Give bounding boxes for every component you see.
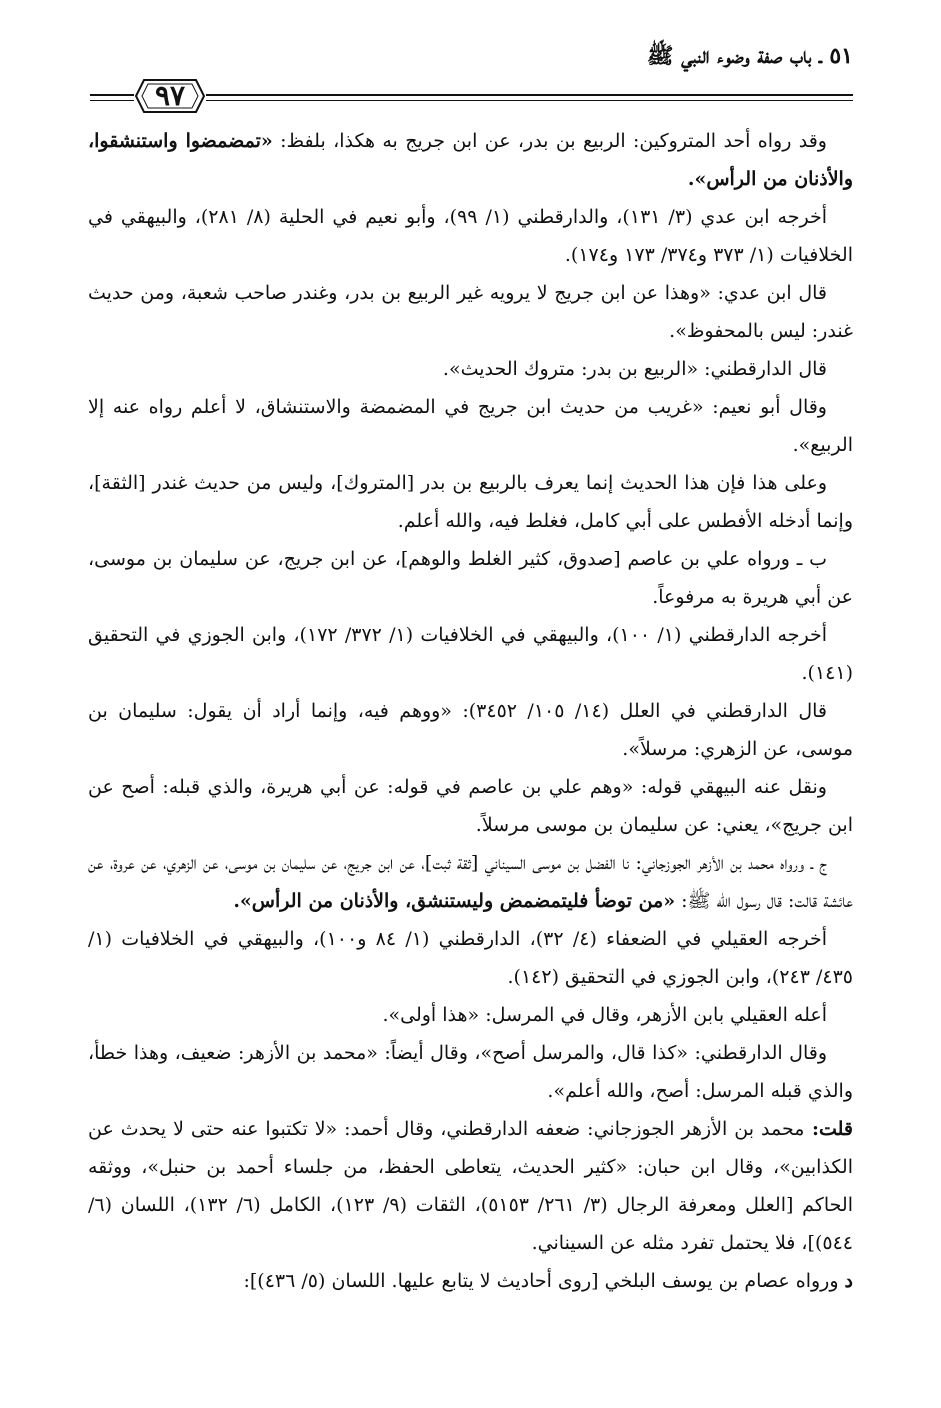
body-text — [88, 122, 853, 1300]
paragraph: ب ـ ورواه علي بن عاصم [صدوق، كثير الغلط والوهم]، عن ابن جريج، عن سليمان بن موسى، عن أبي هريرة به مرفوعاً. — [88, 548, 853, 608]
author-note-label: قلت: — [804, 1118, 853, 1140]
paragraph — [88, 844, 853, 920]
paragraph: وقال أبو نعيم: «غريب من حديث ابن جريج في المضمضة والاستنشاق، لا أعلم رواه عنه إلا الربيع». — [88, 396, 853, 456]
page-number-badge — [134, 76, 206, 116]
paragraph: قال الدارقطني في العلل (١٤/ ١٠٥/ ٣٤٥٢): «ووهم فيه، وإنما أراد أن يقول: سليمان بن موسى، عن الزهري: مرسلاً». — [88, 700, 853, 760]
paragraph-text: ج ـ ورواه محمد بن الأزهر الجوزجاني: نا الفضل بن موسى السيناني [ثقة ثبت]، عن ابن جريج، عن سليمان بن موسى، عن الزهري، عن عروة، عن عائشة قالت: قال رسول الله ﷺ: — [88, 852, 853, 912]
paragraph — [88, 1110, 853, 1262]
paragraph-text: محمد بن الأزهر الجوزجاني: ضعفه الدارقطني، وقال أحمد: «لا تكتبوا عنه حتى لا يحدث عن الكذابين»، وقال ابن حبان: «كثير الحديث، يتعاطى الحفظ، من جلساء أحمد بن حنبل»، ووثقه الحاكم [العلل ومعرفة الرجال (٣/ ٢٦١/ ٥١٥٣)، الثقات (٩/ ١٢٣)، الكامل (٦/ ١٣٢)، اللسان (٦/ ٥٤٤)]، فلا يحتمل تفرد مثله عن السيناني. — [88, 1118, 853, 1254]
list-marker-icon: د — [844, 1270, 853, 1292]
paragraph: وقال الدارقطني: «كذا قال، والمرسل أصح»، وقال أيضاً: «محمد بن الأزهر: ضعيف، وهذا خطأ، والذي قبله المرسل: أصح، والله أعلم». — [88, 1042, 853, 1102]
paragraph: أخرجه العقيلي في الضعفاء (٤/ ٣٢)، الدارقطني (١/ ٨٤ و١٠٠)، والبيهقي في الخلافيات (١/ ٤٣٥/ ٢٤٣)، وابن الجوزي في التحقيق (١٤٢). — [88, 928, 853, 988]
paragraph-text: وقد رواه أحد المتروكين: الربيع بن بدر، عن ابن جريج به هكذا، بلفظ: — [272, 130, 827, 152]
paragraph: أعله العقيلي بابن الأزهر، وقال في المرسل: «هذا أولى». — [382, 1004, 827, 1026]
paragraph: وعلى هذا فإن هذا الحديث إنما يعرف بالربيع بن بدر [المتروك]، وليس من حديث غندر [الثقة]، وإنما أدخله الأفطس على أبي كامل، فغلط فيه، والله أعلم. — [88, 472, 853, 532]
paragraph: قال ابن عدي: «وهذا عن ابن جريج لا يرويه غير الربيع بن بدر، وغندر صاحب شعبة، ومن حديث غندر: ليس بالمحفوظ». — [88, 282, 853, 342]
paragraph: أخرجه الدارقطني (١/ ١٠٠)، والبيهقي في الخلافيات (١/ ٣٧٢/ ١٧٢)، وابن الجوزي في التحقيق (١٤١). — [88, 624, 853, 684]
paragraph: أخرجه ابن عدي (٣/ ١٣١)، والدارقطني (١/ ٩٩)، وأبو نعيم في الحلية (٨/ ٢٨١)، والبيهقي في الخلافيات (١/ ٣٧٣ و٣٧٤/ ١٧٣ و١٧٤). — [88, 206, 853, 266]
paragraph: ونقل عنه البيهقي قوله: «وهم علي بن عاصم في قوله: عن أبي هريرة، والذي قبله: أصح عن ابن جريج»، يعني: عن سليمان بن موسى مرسلاً. — [88, 776, 853, 836]
page-header — [90, 38, 853, 112]
chapter-title: ٥١ ـ باب صفة وضوء النبي ﷺ — [646, 43, 853, 69]
paragraph: قال الدارقطني: «الربيع بن بدر: متروك الحديث». — [442, 358, 827, 380]
paragraph — [88, 1262, 853, 1300]
paragraph — [88, 122, 853, 198]
hadith-quote: «من توضأ فليتمضمض وليستنشق، والأذنان من الرأس». — [233, 890, 676, 912]
hadith-quote: «تمضمضوا واستنشقوا، والأذنان من الرأس». — [88, 130, 853, 190]
paragraph-text: ورواه عصام بن يوسف البلخي [روى أحاديث لا يتابع عليها. اللسان (٥/ ٤٣٦)]: — [243, 1270, 839, 1292]
page-number: ٩٧ — [154, 79, 186, 112]
